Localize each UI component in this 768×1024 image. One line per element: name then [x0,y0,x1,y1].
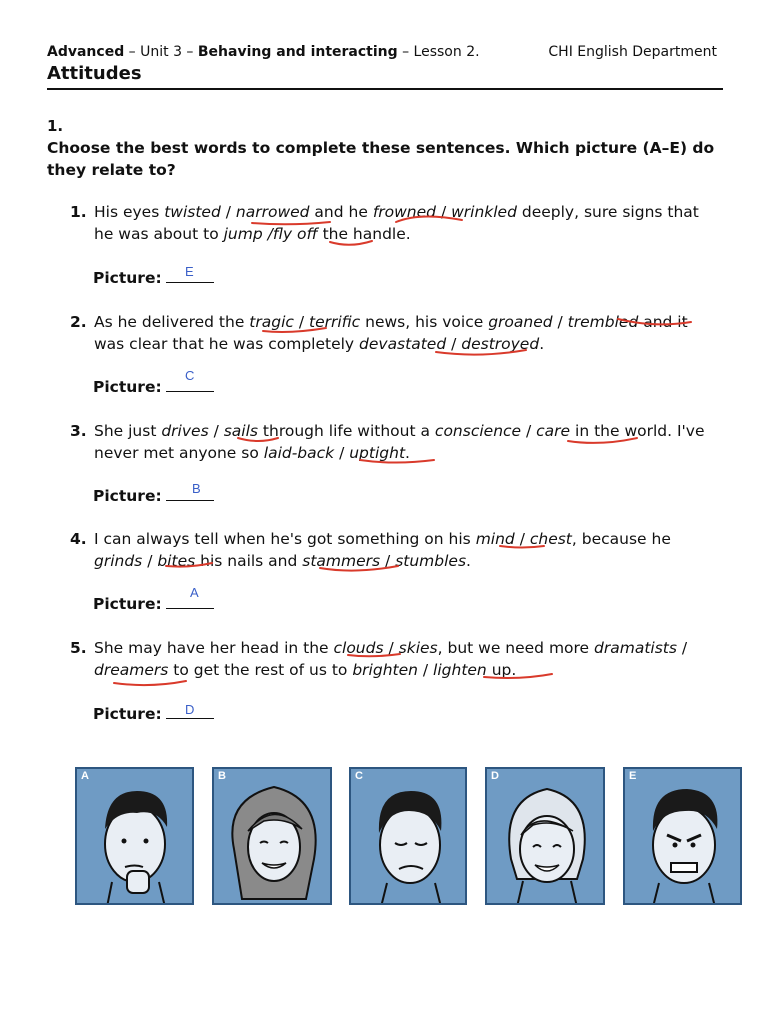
picture-panel-a [75,767,194,905]
exercise-instructions: Choose the best words to complete these sentences. Which picture (A–E) do they relate to? [47,139,715,179]
sentence-text: She may have her head in the clouds / skies, but we need more dramatists / dreamers to get the rest of us to brighten / lighten up. [94,639,688,679]
option-word: drives [161,422,209,440]
option-word: skies [398,639,438,657]
picture-answer-line-1: Picture: [93,268,214,287]
item-number: 1. [70,203,87,221]
option-word: narrowed [235,203,310,221]
option-word: conscience [434,422,522,440]
handwritten-answer-1: E [185,264,194,279]
option-word: dramatists [594,639,677,657]
option-word: mind [475,530,515,548]
option-word: chest [529,530,572,548]
item-number: 3. [70,422,87,440]
picture-letter: B [218,770,226,782]
option-word: fly off [272,225,318,243]
sentence-text: I can always tell when he's got something on his mind / chest, because he grinds / bites his nails and stammers / stumbles. [94,530,671,570]
option-word: wrinkled [451,203,517,221]
picture-answer-line-3: Picture: [93,486,214,505]
picture-answer-line-2: Picture: [93,377,214,396]
option-word: devastated [359,335,447,353]
sentence-text: As he delivered the tragic / terrific news, his voice groaned / trembled and it was clear that he was completely devastated / destroyed. [94,313,688,353]
sentence-text: His eyes twisted / narrowed and he frowned / wrinkled deeply, sure signs that he was about to jump /fly off the handle. [94,203,699,243]
option-word: care [536,422,571,440]
course-level: Advanced [47,44,125,60]
picture-letter: C [355,770,363,782]
option-word: bites [157,552,196,570]
option-word: stumbles [395,552,467,570]
title-divider [47,88,723,90]
unit-title: Behaving and interacting [197,44,398,60]
sentence-text: She just drives / sails through life without a conscience / care in the world. I've never met anyone so laid-back / uptight. [94,422,705,462]
sad-man-illustration [351,769,467,905]
option-word: sails [223,422,258,440]
header-separator: – Unit 3 – [124,44,198,60]
picture-letter: E [629,770,637,782]
item-number: 2. [70,313,87,331]
page-title: Attitudes [47,63,142,84]
answer-blank[interactable] [166,486,214,501]
item-number: 4. [70,530,87,548]
picture-panel-d [485,767,605,905]
picture-panel-c [349,767,467,905]
option-word: uptight [349,444,406,462]
angry-man-illustration [625,769,742,905]
option-word: dreamers [94,661,169,679]
department-name: CHI English Department [548,44,717,60]
item-number: 5. [70,639,87,657]
relaxed-woman-illustration [214,769,332,905]
option-word: clouds [333,639,384,657]
option-word: destroyed [461,335,540,353]
nervous-man-illustration [77,769,194,905]
option-word: stammers [302,552,381,570]
lesson-label: – Lesson 2. [397,44,480,60]
option-word: terrific [309,313,361,331]
option-word: groaned [488,313,553,331]
handwritten-answer-3: B [192,481,201,496]
option-word: lighten [433,661,487,679]
underline-dreamers [114,681,186,685]
dreamy-woman-illustration [487,769,605,905]
picture-letter: D [491,770,499,782]
option-word: tragic [249,313,294,331]
option-word: frowned [372,203,437,221]
option-word: trembled [567,313,639,331]
picture-panel-b [212,767,332,905]
picture-answer-line-4: Picture: [93,594,214,613]
picture-panel-e [623,767,742,905]
handwritten-answer-5: D [185,702,195,717]
exercise-number: 1. [47,117,64,135]
handwritten-answer-2: C [185,368,195,383]
handwritten-answer-4: A [190,585,199,600]
option-word: twisted [164,203,221,221]
option-word: grinds [94,552,143,570]
option-word: brighten [352,661,418,679]
course-info [47,44,480,60]
picture-answer-line-5: Picture: [93,704,214,723]
option-word: jump [223,225,263,243]
option-word: laid-back [263,444,335,462]
picture-letter: A [81,770,89,782]
